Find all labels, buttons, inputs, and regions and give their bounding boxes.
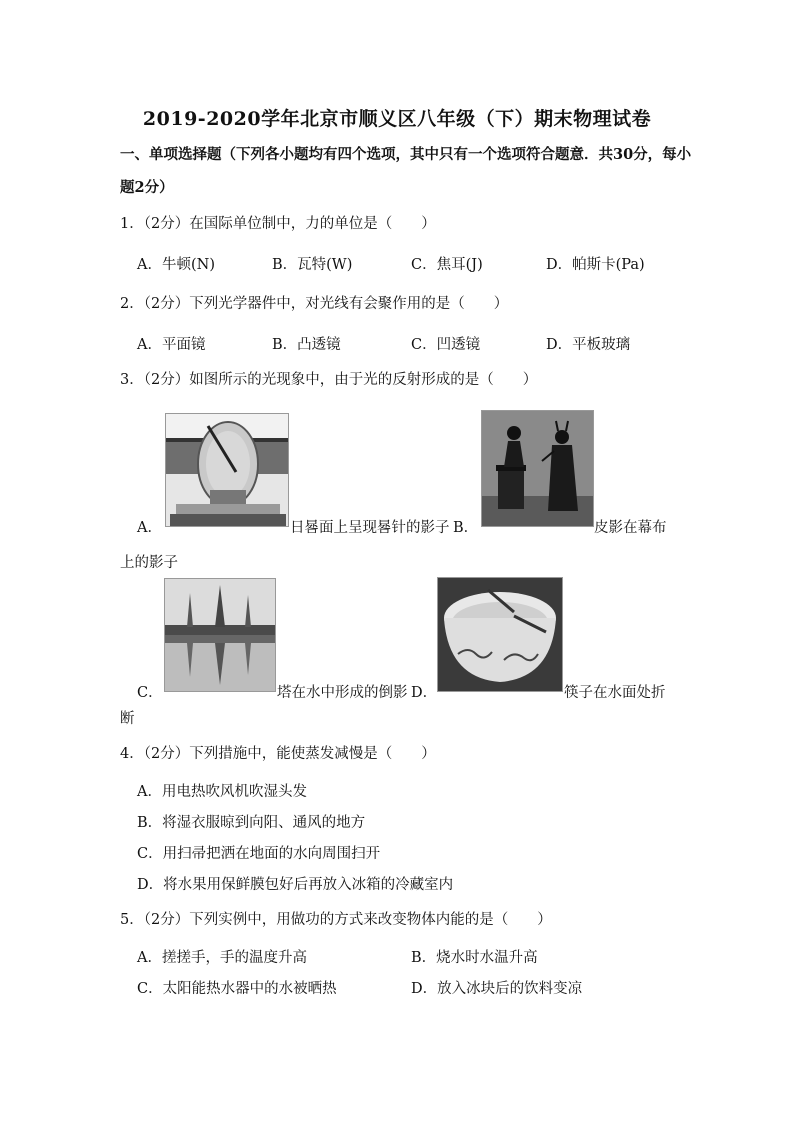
q1-option-a: A．牛顿(N)	[137, 257, 215, 273]
q3-option-c-letter: C．	[137, 685, 163, 701]
q4-option-c: C．用扫帚把洒在地面的水向周围扫开	[137, 846, 381, 862]
q2-option-b: B．凸透镜	[272, 337, 341, 353]
q3-option-b-text-wrap: 上的影子	[120, 555, 178, 571]
q4-option-a: A．用电热吹风机吹湿头发	[137, 784, 307, 800]
section-heading-line1: 一、单项选择题（下列各小题均有四个选项，其中只有一个选项符合题意．共30分，每小	[120, 146, 692, 163]
q3-option-d-letter: D．	[411, 685, 438, 701]
q3-option-d-text: 筷子在水面处折	[564, 685, 666, 701]
q3-option-d-text-wrap: 断	[120, 711, 135, 727]
question-3-stem: 3．（2分）如图所示的光现象中，由于光的反射形成的是（ ）	[120, 372, 538, 388]
sundial-image	[165, 413, 289, 527]
q1-option-d: D．帕斯卡(Pa)	[546, 257, 645, 273]
shadow-puppet-image	[481, 410, 594, 527]
question-2-stem: 2．（2分）下列光学器件中，对光线有会聚作用的是（ ）	[120, 296, 509, 312]
q3-option-c-text: 塔在水中形成的倒影	[277, 685, 408, 701]
q5-option-c: C．太阳能热水器中的水被晒热	[137, 981, 337, 997]
question-1-stem: 1．（2分）在国际单位制中，力的单位是（ ）	[120, 216, 436, 232]
q5-option-a: A．搓搓手，手的温度升高	[137, 950, 307, 966]
q2-option-a: A．平面镜	[137, 337, 206, 353]
q2-option-d: D．平板玻璃	[546, 337, 631, 353]
pagoda-reflection-image	[164, 578, 276, 692]
chopstick-bowl-image	[437, 577, 563, 692]
q4-option-b: B．将湿衣服晾到向阳、通风的地方	[137, 815, 366, 831]
q3-option-a-letter: A．	[137, 520, 162, 536]
q5-option-b: B．烧水时水温升高	[411, 950, 538, 966]
question-5-stem: 5．（2分）下列实例中，用做功的方式来改变物体内能的是（ ）	[120, 912, 552, 928]
q4-option-d: D．将水果用保鲜膜包好后再放入冰箱的冷藏室内	[137, 877, 454, 893]
section-heading-line2: 题2分）	[120, 179, 174, 196]
q1-option-b: B．瓦特(W)	[272, 257, 353, 273]
q5-option-d: D．放入冰块后的饮料变凉	[411, 981, 583, 997]
question-4-stem: 4．（2分）下列措施中，能使蒸发减慢是（ ）	[120, 746, 436, 762]
q3-option-a-text: 日晷面上呈现晷针的影子	[290, 520, 450, 536]
page-title: 2019-2020学年北京市顺义区八年级（下）期末物理试卷	[142, 108, 652, 130]
q3-option-b-text: 皮影在幕布	[594, 520, 667, 536]
q3-option-b-letter: B．	[453, 520, 479, 536]
q1-option-c: C．焦耳(J)	[411, 257, 483, 273]
q2-option-c: C．凹透镜	[411, 337, 481, 353]
